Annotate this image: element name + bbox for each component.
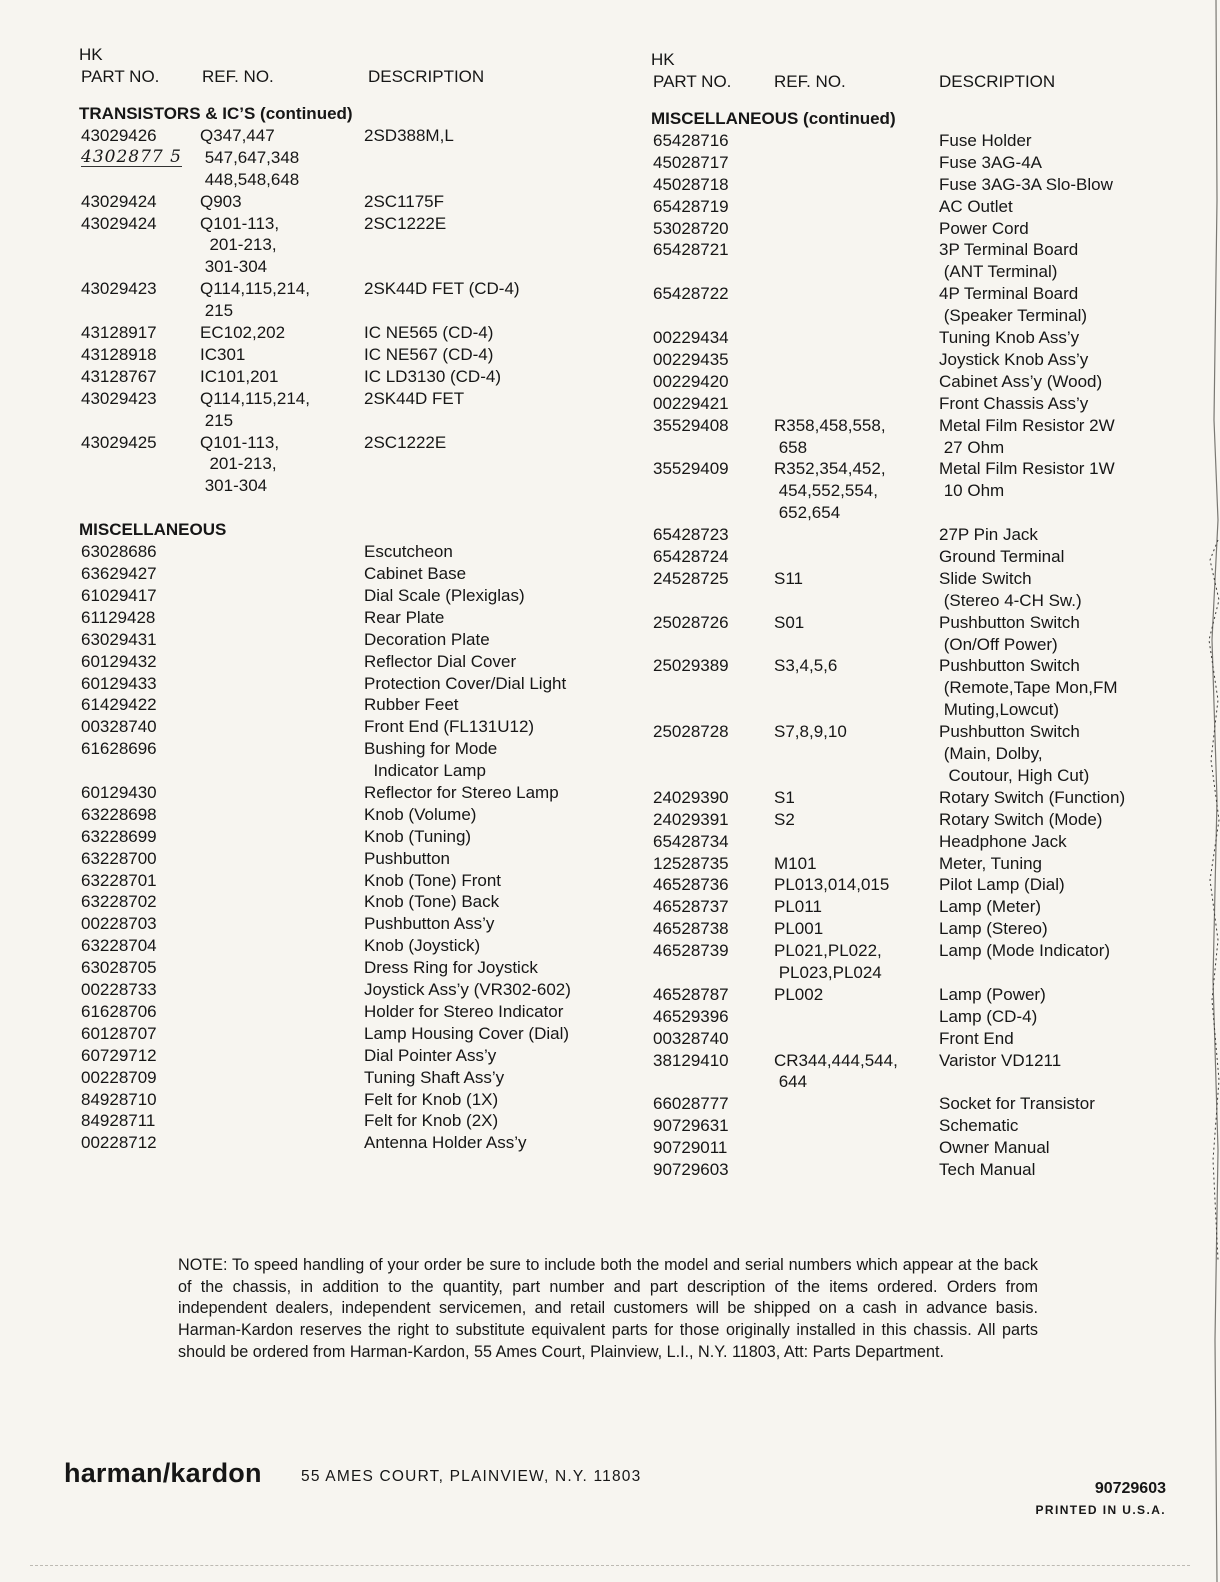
part-description: Dial Pointer Ass’y: [364, 1045, 497, 1065]
ref-number: S3,4,5,6: [774, 656, 838, 676]
part-description: Metal Film Resistor 1W 10 Ohm: [939, 459, 1115, 501]
parts-row: [651, 283, 1196, 327]
ref-number: S01: [774, 612, 805, 632]
parts-row: [651, 524, 1196, 546]
part-number: 4302877 5: [81, 146, 182, 167]
parts-row: [651, 174, 1196, 196]
parts-row: [79, 125, 619, 147]
left-column-headers: [79, 65, 619, 89]
part-description: Headphone Jack: [939, 831, 1067, 851]
part-number: 00229434: [653, 328, 729, 348]
parts-row: [79, 322, 619, 344]
parts-row: [651, 546, 1196, 568]
parts-row: [651, 152, 1196, 174]
parts-row: [651, 1159, 1196, 1181]
part-number: 00228709: [81, 1067, 157, 1087]
part-number: 53028720: [653, 218, 729, 238]
part-description: 2SK44D FET: [364, 388, 465, 408]
part-description: Varistor VD1211: [939, 1050, 1062, 1070]
parts-row: [79, 913, 619, 935]
part-number: 46528739: [653, 941, 729, 961]
part-description: 4P Terminal Board (Speaker Terminal): [939, 284, 1088, 326]
ref-number: Q114,115,214, 215: [200, 279, 310, 321]
parts-row: [79, 1023, 619, 1045]
part-number: 25028728: [653, 722, 729, 742]
ref-number: Q114,115,214, 215: [200, 388, 310, 430]
ref-number: PL001: [774, 919, 824, 939]
part-description: Antenna Holder Ass’y: [364, 1133, 527, 1153]
part-number: 65428734: [653, 831, 729, 851]
part-number: 43029423: [81, 388, 157, 408]
part-description: Cabinet Ass’y (Wood): [939, 371, 1103, 391]
part-number: 00228733: [81, 980, 157, 1000]
ref-number: R358,458,558, 658: [774, 415, 886, 457]
parts-row: [651, 393, 1196, 415]
parts-row: [79, 585, 619, 607]
parts-row: [79, 563, 619, 585]
parts-row: [651, 130, 1196, 152]
parts-row: [651, 984, 1196, 1006]
part-description: Felt for Knob (1X): [364, 1089, 499, 1109]
left-header-hk: HK: [79, 45, 103, 64]
miscellaneous-continued-table: [651, 130, 1196, 1181]
part-description: Knob (Joystick): [364, 936, 481, 956]
parts-row: [79, 1132, 619, 1154]
part-number: 38129410: [653, 1050, 729, 1070]
part-number: 63629427: [81, 564, 157, 584]
part-description: Joystick Ass’y (VR302-602): [364, 980, 571, 1000]
part-number: 43029423: [81, 279, 157, 299]
part-description: Knob (Tone) Front: [364, 870, 502, 890]
part-number: 63228704: [81, 936, 157, 956]
part-number: 25029389: [653, 656, 729, 676]
part-number: 00229435: [653, 349, 729, 369]
part-number: 24528725: [653, 568, 729, 588]
part-description: Tuning Shaft Ass’y: [364, 1067, 505, 1087]
part-number: 90729631: [653, 1116, 729, 1136]
right-header-ref-no: REF. NO.: [774, 72, 846, 91]
parts-row: [79, 541, 619, 563]
part-description: Pushbutton: [364, 848, 451, 868]
part-number: 24029390: [653, 787, 729, 807]
parts-row: [79, 191, 619, 213]
part-number: 65428722: [653, 284, 729, 304]
parts-row: [651, 918, 1196, 940]
ref-number: Q347,447: [200, 126, 275, 145]
part-number: 63228698: [81, 804, 157, 824]
parts-row: [79, 848, 619, 870]
parts-row: [79, 366, 619, 388]
part-description: Decoration Plate: [364, 629, 490, 649]
ref-number: PL013,014,015: [774, 875, 890, 895]
part-description: Reflector Dial Cover: [364, 651, 517, 671]
part-number: 46528737: [653, 897, 729, 917]
part-description: Slide Switch (Stereo 4-CH Sw.): [939, 568, 1082, 610]
parts-row: [79, 278, 619, 322]
ref-number: M101: [774, 853, 817, 873]
parts-row: [651, 239, 1196, 283]
part-number: 43128918: [81, 344, 157, 364]
miscellaneous-table: [79, 541, 619, 1154]
part-description: Ground Terminal: [939, 546, 1065, 566]
part-description: Rotary Switch (Mode): [939, 809, 1103, 829]
part-number: 43029425: [81, 432, 157, 452]
parts-row: [79, 1110, 619, 1132]
section-title-miscellaneous-continued: MISCELLANEOUS (continued): [651, 109, 896, 128]
right-column-headers: [651, 70, 1196, 94]
ref-number: Q101-113, 201-213, 301-304: [200, 432, 280, 496]
parts-row: [79, 673, 619, 695]
ref-number: IC101,201: [200, 366, 279, 386]
parts-row: [651, 721, 1196, 787]
parts-row: [651, 1115, 1196, 1137]
parts-row: [651, 327, 1196, 349]
part-number: 45028718: [653, 174, 729, 194]
right-header-hk: HK: [651, 50, 675, 69]
part-number: 66028777: [653, 1094, 729, 1114]
part-description: Pushbutton Switch (Remote,Tape Mon,FM Muting,Lowcut): [939, 656, 1118, 720]
part-description: Joystick Knob Ass’y: [939, 349, 1089, 369]
left-header-part-no: PART NO.: [81, 67, 160, 86]
part-description: Rotary Switch (Function): [939, 787, 1126, 807]
parts-row: [79, 979, 619, 1001]
part-number: 46529396: [653, 1006, 729, 1026]
parts-row: [651, 1028, 1196, 1050]
right-column: [651, 49, 1196, 1181]
part-number: 35529408: [653, 415, 729, 435]
part-description: Cabinet Base: [364, 564, 467, 584]
document-number: 90729603: [1094, 1480, 1166, 1497]
right-header-part-no: PART NO.: [653, 72, 732, 91]
parts-row: [651, 218, 1196, 240]
ref-number: Q101-113, 201-213, 301-304: [200, 213, 280, 277]
part-description: Dress Ring for Joystick: [364, 958, 538, 978]
part-number: 43128917: [81, 323, 157, 343]
part-number: 43029424: [81, 191, 157, 211]
part-description: Holder for Stereo Indicator: [364, 1001, 564, 1021]
part-description: Dial Scale (Plexiglas): [364, 586, 525, 605]
part-description: Pilot Lamp (Dial): [939, 875, 1065, 895]
parts-row: [79, 782, 619, 804]
parts-row: [79, 716, 619, 738]
part-description: Fuse 3AG-4A: [939, 152, 1042, 172]
part-description: Bushing for Mode Indicator Lamp: [364, 739, 498, 781]
parts-row: [651, 853, 1196, 875]
parts-row: [79, 344, 619, 366]
part-description: Lamp (Stereo): [939, 919, 1048, 939]
part-description: IC LD3130 (CD-4): [364, 366, 501, 386]
right-header-description: DESCRIPTION: [939, 72, 1056, 91]
ref-number: Q903: [200, 191, 242, 211]
part-description: 2SC1222E: [364, 432, 447, 452]
part-description: Escutcheon: [364, 542, 453, 562]
left-header-ref-no: REF. NO.: [202, 67, 274, 86]
scan-edge-artifact: [1198, 0, 1220, 1582]
part-number: 25028726: [653, 612, 729, 632]
parts-row: [651, 371, 1196, 393]
parts-row: [79, 804, 619, 826]
part-number: 00228712: [81, 1133, 157, 1153]
part-number: 43029426: [81, 126, 157, 145]
part-description: Schematic: [939, 1116, 1019, 1136]
part-number: 63228701: [81, 870, 157, 890]
parts-row: [651, 612, 1196, 656]
parts-row: [79, 607, 619, 629]
part-number: 61429422: [81, 695, 157, 715]
part-description: Front Chassis Ass’y: [939, 393, 1089, 413]
part-description: Tuning Knob Ass’y: [939, 328, 1080, 348]
parts-row: [79, 432, 619, 498]
parts-row: [79, 694, 619, 716]
part-number: 65428723: [653, 525, 729, 545]
printed-in-usa: PRINTED IN U.S.A.: [1035, 1503, 1166, 1517]
part-number: 00328740: [653, 1028, 729, 1048]
part-description: 27P Pin Jack: [939, 525, 1038, 545]
parts-row: [651, 809, 1196, 831]
part-number: 00328740: [81, 717, 157, 737]
parts-row: [651, 1006, 1196, 1028]
part-description: Owner Manual: [939, 1138, 1050, 1158]
part-description: Lamp (Power): [939, 984, 1046, 1004]
part-description: Reflector for Stereo Lamp: [364, 783, 559, 803]
part-description: Rear Plate: [364, 607, 445, 627]
part-number: 90729603: [653, 1160, 729, 1180]
part-number: 46528787: [653, 984, 729, 1004]
parts-row: [79, 957, 619, 979]
part-description: IC NE567 (CD-4): [364, 344, 494, 364]
ref-number: IC301: [200, 344, 246, 364]
part-number: 43029424: [81, 213, 157, 233]
part-description: Knob (Tone) Back: [364, 892, 500, 912]
part-description: Protection Cover/Dial Light: [364, 673, 567, 693]
ordering-note: NOTE: To speed handling of your order be sure to include both the model and serial numbers which appear at the back of the chassis, in addition to the quantity, part number and part description of the items ordered. Orders from independent dealers, independent servicemen, and retail customers will be shipped on a cash in advance basis. Harman-Kardon reserves the right to substitute equivalent parts for those originally installed in this chassis. All parts should be ordered from Harman-Kardon, 55 Ames Court, Plainview, L.I., N.Y. 11803, Att: Parts Department.: [178, 1256, 1038, 1361]
part-description: Tech Manual: [939, 1160, 1036, 1180]
parts-row: [651, 349, 1196, 371]
left-header-description: DESCRIPTION: [368, 67, 485, 86]
parts-row: [651, 655, 1196, 721]
part-number: 63228699: [81, 826, 157, 846]
part-number: 65428719: [653, 196, 729, 216]
section-title-transistors: TRANSISTORS & IC’S (continued): [79, 104, 353, 123]
part-number: 46528738: [653, 919, 729, 939]
part-number: 43128767: [81, 366, 157, 386]
part-number: 46528736: [653, 875, 729, 895]
parts-row: [651, 196, 1196, 218]
part-description: 2SC1175F: [364, 191, 445, 211]
parts-row: [651, 940, 1196, 984]
part-description: Knob (Tuning): [364, 826, 472, 846]
transistors-table: [79, 125, 619, 497]
part-number: 60128707: [81, 1023, 157, 1043]
parts-row: [651, 1050, 1196, 1094]
part-description: 2SD388M,L: [364, 126, 454, 145]
ref-number: EC102,202: [200, 323, 286, 343]
part-description: Meter, Tuning: [939, 853, 1043, 873]
parts-row: [79, 891, 619, 913]
part-number: 61129428: [81, 607, 156, 627]
part-description: IC NE565 (CD-4): [364, 323, 494, 343]
parts-row: [79, 1067, 619, 1089]
ref-number: PL021,PL022, PL023,PL024: [774, 941, 882, 982]
ref-number: 547,647,348 448,548,648: [200, 147, 300, 189]
section-title-miscellaneous: MISCELLANEOUS: [79, 520, 227, 540]
parts-row: [651, 415, 1196, 459]
parts-row: [79, 1001, 619, 1023]
parts-row: [79, 738, 619, 782]
left-column: [79, 44, 619, 1154]
part-description: Fuse Holder: [939, 131, 1032, 150]
part-number: 90729011: [653, 1138, 728, 1158]
parts-row: [79, 1089, 619, 1111]
ref-number: S11: [774, 568, 803, 588]
parts-row: [651, 831, 1196, 853]
ref-number: R352,354,452, 454,552,554, 652,654: [774, 459, 886, 523]
part-number: 84928711: [81, 1111, 156, 1131]
company-address: 55 AMES COURT, PLAINVIEW, N.Y. 11803: [301, 1468, 642, 1485]
part-number: 65428716: [653, 131, 729, 150]
part-number: 63028686: [81, 542, 157, 562]
parts-row: [79, 147, 619, 191]
parts-row: [651, 896, 1196, 918]
part-number: 61029417: [81, 586, 157, 605]
part-description: Lamp Housing Cover (Dial): [364, 1023, 570, 1043]
parts-row: [79, 388, 619, 432]
part-number: 60729712: [81, 1045, 157, 1065]
part-description: Lamp (Mode Indicator): [939, 941, 1111, 961]
part-number: 84928710: [81, 1089, 157, 1109]
parts-row: [79, 935, 619, 957]
ref-number: S2: [774, 809, 795, 829]
part-number: 12528735: [653, 853, 729, 873]
part-number: 00229420: [653, 371, 729, 391]
scan-bottom-artifact: [30, 1565, 1190, 1568]
part-number: 65428721: [653, 240, 729, 260]
part-description: Lamp (CD-4): [939, 1006, 1038, 1026]
part-number: 00228703: [81, 914, 157, 934]
part-description: 2SK44D FET (CD-4): [364, 279, 520, 299]
part-description: Power Cord: [939, 218, 1029, 238]
part-number: 45028717: [653, 152, 729, 172]
part-description: AC Outlet: [939, 196, 1013, 216]
ref-number: PL002: [774, 984, 824, 1004]
parts-row: [651, 458, 1196, 524]
part-description: Pushbutton Switch (On/Off Power): [939, 612, 1080, 654]
parts-row: [79, 1045, 619, 1067]
section-spacer: [79, 497, 619, 519]
part-number: 61628706: [81, 1001, 157, 1021]
part-number: 63029431: [81, 629, 157, 649]
ref-number: CR344,444,544, 644: [774, 1050, 898, 1092]
parts-row: [79, 629, 619, 651]
part-number: 63028705: [81, 958, 157, 978]
part-description: Lamp (Meter): [939, 897, 1042, 917]
part-number: 60129430: [81, 783, 157, 803]
part-description: Felt for Knob (2X): [364, 1111, 499, 1131]
part-description: Knob (Volume): [364, 804, 477, 824]
part-number: 65428724: [653, 546, 729, 566]
parts-row: [651, 874, 1196, 896]
part-number: 63228702: [81, 892, 157, 912]
ref-number: S1: [774, 787, 795, 807]
parts-row: [651, 1137, 1196, 1159]
parts-row: [651, 787, 1196, 809]
parts-row: [651, 1093, 1196, 1115]
part-number: 00229421: [653, 393, 729, 413]
part-description: Pushbutton Ass’y: [364, 914, 495, 934]
part-description: 3P Terminal Board (ANT Terminal): [939, 240, 1079, 282]
part-description: Pushbutton Switch (Main, Dolby, Coutour, High Cut): [939, 722, 1090, 785]
part-description: Fuse 3AG-3A Slo-Blow: [939, 174, 1113, 194]
part-number: 24029391: [653, 809, 729, 829]
part-description: Front End (FL131U12): [364, 717, 535, 737]
ref-number: PL011: [774, 897, 822, 917]
part-description: 2SC1222E: [364, 213, 447, 233]
part-description: Rubber Feet: [364, 695, 459, 715]
part-number: 61628696: [81, 739, 157, 759]
part-number: 35529409: [653, 459, 729, 479]
part-number: 60129433: [81, 673, 157, 693]
parts-row: [79, 826, 619, 848]
brand-logo: harman/kardon: [64, 1458, 262, 1488]
parts-row: [651, 568, 1196, 612]
part-number: 60129432: [81, 651, 157, 671]
ref-number: S7,8,9,10: [774, 722, 847, 742]
parts-row: [79, 651, 619, 673]
part-number: 63228700: [81, 848, 157, 868]
parts-row: [79, 870, 619, 892]
part-description: Front End: [939, 1028, 1014, 1048]
part-description: Metal Film Resistor 2W 27 Ohm: [939, 415, 1115, 457]
part-description: Socket for Transistor: [939, 1094, 1095, 1114]
parts-row: [79, 213, 619, 279]
